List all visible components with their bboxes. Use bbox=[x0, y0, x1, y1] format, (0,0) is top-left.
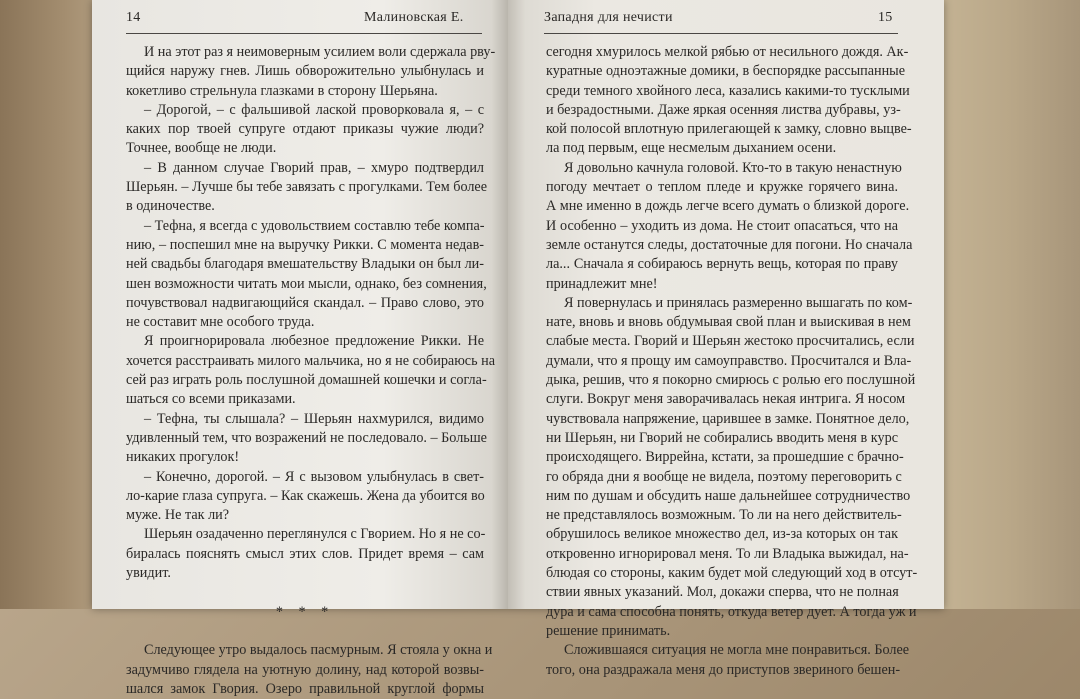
right-page-text bbox=[546, 43, 918, 680]
text-line: кой полосой вплотную прилегающей к замку, словно выцве- bbox=[546, 121, 912, 138]
text-line: думали, что я прощу им самоуправство. Просчитался и Вла- bbox=[546, 352, 912, 369]
text-line: дура и сама способна понять, откуда ветер дует. А тогда уж и bbox=[546, 603, 917, 620]
text-line: – Дорогой, – с фальшивой лаской проворковала я, – с bbox=[144, 101, 484, 118]
text-line: шаться со всеми приказами. bbox=[126, 391, 296, 408]
text-line: – Тефна, ты слышала? – Шерьян нахмурился, видимо bbox=[144, 410, 484, 427]
text-line: в одиночестве. bbox=[126, 198, 215, 215]
text-line: Шерьян. – Лучше бы тебе завязать с прогулками. Тем более bbox=[126, 179, 488, 196]
text-line: увидит. bbox=[126, 565, 171, 582]
text-line: того, она раздражала меня до приступов звериного бешен- bbox=[546, 661, 901, 678]
text-line: не представлялось возможным. То ли на него действитель- bbox=[546, 507, 902, 524]
header-rule-left bbox=[126, 33, 482, 34]
header-rule-right bbox=[544, 33, 898, 34]
text-line: го обряда дни я вообще не видела, поэтому переговорить с bbox=[546, 468, 902, 485]
text-line: земле останутся следы, достаточные для погони. Но сначала bbox=[546, 236, 913, 253]
text-line: Я довольно качнула головой. Кто-то в такую ненастную bbox=[564, 159, 902, 176]
text-line: – В данном случае Гворий прав, – хмуро подтвердил bbox=[144, 159, 484, 176]
page-number-left: 14 bbox=[126, 10, 141, 25]
text-line: Шерьян озадаченно переглянулся с Гворием. Но я не со- bbox=[144, 526, 486, 543]
text-line: А мне именно в дождь легче всего думать о близкой дороге. bbox=[546, 198, 910, 215]
running-head-left: Малиновская Е. bbox=[364, 10, 464, 25]
text-line: принадлежит мне! bbox=[546, 275, 658, 292]
text-line: блюдая со стороны, каким будет мой следующий ход в отсут- bbox=[546, 565, 918, 582]
text-line: среди темного хвойного леса, казались какими-то тусклыми bbox=[546, 82, 910, 99]
text-line: ни Шерьян, ни Гворий не собирались вводить меня в курс bbox=[546, 429, 898, 446]
text-line: И особенно – уходить из дома. Не стоит опасаться, что на bbox=[546, 217, 898, 234]
text-line: шен возможности читать мои мысли, однако, без сомнения, bbox=[126, 275, 487, 292]
text-line: почувствовал надвигающийся скандал. – Право слово, это bbox=[126, 294, 484, 311]
text-line: Я повернулась и принялась размеренно вышагать по ком- bbox=[564, 294, 913, 311]
text-line: сей раз играть роль послушной домашней кошечки и согла- bbox=[126, 372, 487, 389]
text-line: биралась пояснять смысл этих слов. Придет время – сам bbox=[126, 545, 484, 562]
text-line: ло-карие глаза супруга. – Как скажешь. Жена да убоится во bbox=[126, 487, 485, 504]
text-line: откровенно игнорировал меня. То ли Владыка выжидал, на- bbox=[546, 545, 909, 562]
text-line: хочется расстраивать милого мальчика, но я не собираюсь на bbox=[126, 352, 496, 369]
text-line: никаких прогулок! bbox=[126, 449, 240, 466]
text-line: ствии явных указаний. Мол, докажи сперва, что не полная bbox=[546, 584, 899, 601]
text-line: происходящего. Виррейна, кстати, за прошедшие с брачно- bbox=[546, 449, 904, 466]
text-line: чувствовала напряжение, царившее в замке. Понятное дело, bbox=[546, 410, 910, 427]
text-line: Я проигнорировала любезное предложение Рикки. Не bbox=[144, 333, 484, 350]
text-line: слабые места. Гворий и Шерьян жестоко просчитались, если bbox=[546, 333, 915, 350]
text-line: дыка, решив, что я покорно смирюсь с ролью его послушной bbox=[546, 372, 916, 389]
text-line: И на этот раз я неимоверным усилием воли сдержала рву- bbox=[144, 44, 496, 60]
text-line: и безрадостными. Даже яркая осенняя листва дубравы, уз- bbox=[546, 101, 901, 118]
left-page bbox=[92, 0, 508, 697]
text-line: решение принимать. bbox=[546, 622, 671, 639]
text-line bbox=[126, 583, 484, 602]
running-head-right: Западня для нечисти bbox=[544, 10, 673, 25]
text-line: погоду мечтает о теплом пледе и кружке горячего вина. bbox=[546, 179, 898, 196]
text-line: – Конечно, дорогой. – Я с вызовом улыбнулась в свет- bbox=[144, 468, 484, 485]
text-line: муже. Не так ли? bbox=[126, 507, 230, 524]
text-line: * * * bbox=[275, 603, 335, 620]
text-line: нате, вновь и вновь обдумывая свой план и выискивая в нем bbox=[546, 314, 911, 331]
text-line: обрушилось великое множество дел, из-за которых он так bbox=[546, 526, 898, 543]
text-line: щийся наружу гнев. Лишь обворожительно улыбнулась и bbox=[126, 63, 484, 80]
table-surface-right bbox=[940, 0, 1080, 609]
right-page bbox=[508, 0, 944, 678]
page-number-right: 15 bbox=[878, 10, 893, 25]
text-line: нию, – поспешил мне на выручку Рикки. С момента недав- bbox=[126, 236, 484, 253]
text-line: – Тефна, я всегда с удовольствием составлю тебе компа- bbox=[144, 217, 485, 234]
text-line: Следующее утро выдалось пасмурным. Я стояла у окна и bbox=[144, 642, 493, 659]
text-line: ла под первым, еще несмелым дыханием осени. bbox=[546, 140, 837, 157]
text-line: удивленный тем, что возражений не последовало. – Больше bbox=[126, 429, 487, 446]
text-line: Сложившаяся ситуация не могла мне понравиться. Более bbox=[564, 642, 910, 659]
text-line: слуги. Вокруг меня заворачивалась некая интрига. Я носом bbox=[546, 391, 906, 408]
text-line: не составит мне особого труда. bbox=[126, 314, 315, 331]
text-line: куратные одноэтажные домики, в беспорядке рассыпанные bbox=[546, 63, 906, 80]
text-line: сегодня хмурилось мелкой рябью от несильного дождя. Ак- bbox=[546, 44, 909, 60]
open-book bbox=[92, 0, 944, 697]
text-line: задумчиво глядела на уютную долину, над которой возвы- bbox=[126, 661, 484, 678]
text-line: каких пор твоей супруге отдают приказы чужие люди? bbox=[126, 121, 484, 138]
text-line: ла... Сначала я собираюсь вернуть вещь, которая по праву bbox=[546, 256, 898, 273]
text-line: шался замок Гвория. Озеро правильной круглой формы bbox=[126, 680, 484, 697]
left-page-text bbox=[126, 43, 496, 699]
text-line bbox=[126, 622, 484, 641]
text-line: Точнее, вообще не люди. bbox=[126, 140, 277, 157]
text-line: ним по душам и обсудить наше дальнейшее сотрудничество bbox=[546, 487, 911, 504]
text-line: ней свадьбы благодаря вмешательству Владыки он был ли- bbox=[126, 256, 484, 273]
text-line: кокетливо стрельнула глазками в сторону Шерьяна. bbox=[126, 82, 438, 99]
